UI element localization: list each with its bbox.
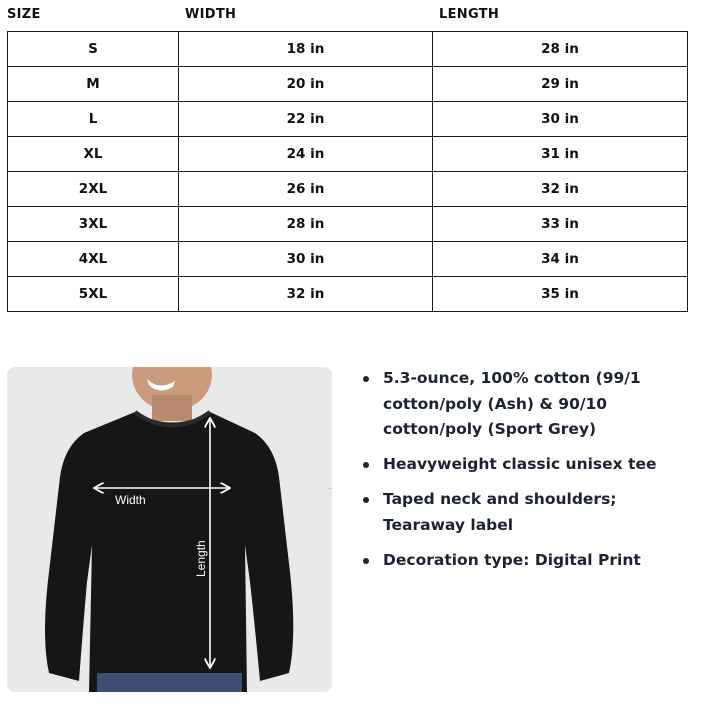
divider-tick <box>327 488 332 489</box>
size-chart-table <box>7 31 688 312</box>
shirt-measurement-diagram <box>7 367 332 692</box>
shirt-body-shape <box>45 412 293 692</box>
table-row <box>8 102 688 137</box>
length-label: Length <box>194 540 208 577</box>
table-row <box>8 207 688 242</box>
size-cell: 5XL <box>8 277 179 312</box>
bullet-icon <box>363 558 369 564</box>
length-cell: 29 in <box>433 67 688 102</box>
length-cell: 30 in <box>433 102 688 137</box>
size-cell: 2XL <box>8 172 179 207</box>
feature-list <box>361 366 661 583</box>
feature-text: Heavyweight classic unisex tee <box>383 455 657 473</box>
size-cell: 4XL <box>8 242 179 277</box>
width-cell: 18 in <box>179 32 433 67</box>
size-cell: XL <box>8 137 179 172</box>
header-length: LENGTH <box>439 7 500 22</box>
width-cell: 30 in <box>179 242 433 277</box>
neck-shape <box>152 395 192 421</box>
list-item <box>361 452 661 478</box>
header-size: SIZE <box>7 7 41 22</box>
shirt-illustration <box>7 367 332 692</box>
width-cell: 22 in <box>179 102 433 137</box>
size-cell: 3XL <box>8 207 179 242</box>
bullet-icon <box>363 376 369 382</box>
table-row <box>8 277 688 312</box>
width-label: Width <box>115 493 146 507</box>
feature-text: 5.3-ounce, 100% cotton (99/1 cotton/poly (Ash) & 90/10 cotton/poly (Sport Grey) <box>383 369 641 438</box>
feature-text: Decoration type: Digital Print <box>383 550 641 569</box>
size-cell: M <box>8 67 179 102</box>
length-cell: 33 in <box>433 207 688 242</box>
table-row <box>8 67 688 102</box>
table-row <box>8 137 688 172</box>
list-item <box>361 487 661 538</box>
jeans-shape <box>97 673 242 692</box>
length-cell: 31 in <box>433 137 688 172</box>
length-cell: 35 in <box>433 277 688 312</box>
width-cell: 28 in <box>179 207 433 242</box>
width-cell: 20 in <box>179 67 433 102</box>
size-cell: L <box>8 102 179 137</box>
list-item <box>361 366 661 443</box>
table-row <box>8 172 688 207</box>
size-cell: S <box>8 32 179 67</box>
length-cell: 28 in <box>433 32 688 67</box>
bullet-icon <box>363 462 369 468</box>
width-cell: 26 in <box>179 172 433 207</box>
table-row <box>8 242 688 277</box>
feature-text: Taped neck and shoulders; Tearaway label <box>383 490 617 534</box>
table-row <box>8 32 688 67</box>
header-width: WIDTH <box>185 7 237 22</box>
length-cell: 32 in <box>433 172 688 207</box>
list-item <box>361 548 661 574</box>
bullet-icon <box>363 497 369 503</box>
length-cell: 34 in <box>433 242 688 277</box>
width-cell: 32 in <box>179 277 433 312</box>
width-cell: 24 in <box>179 137 433 172</box>
